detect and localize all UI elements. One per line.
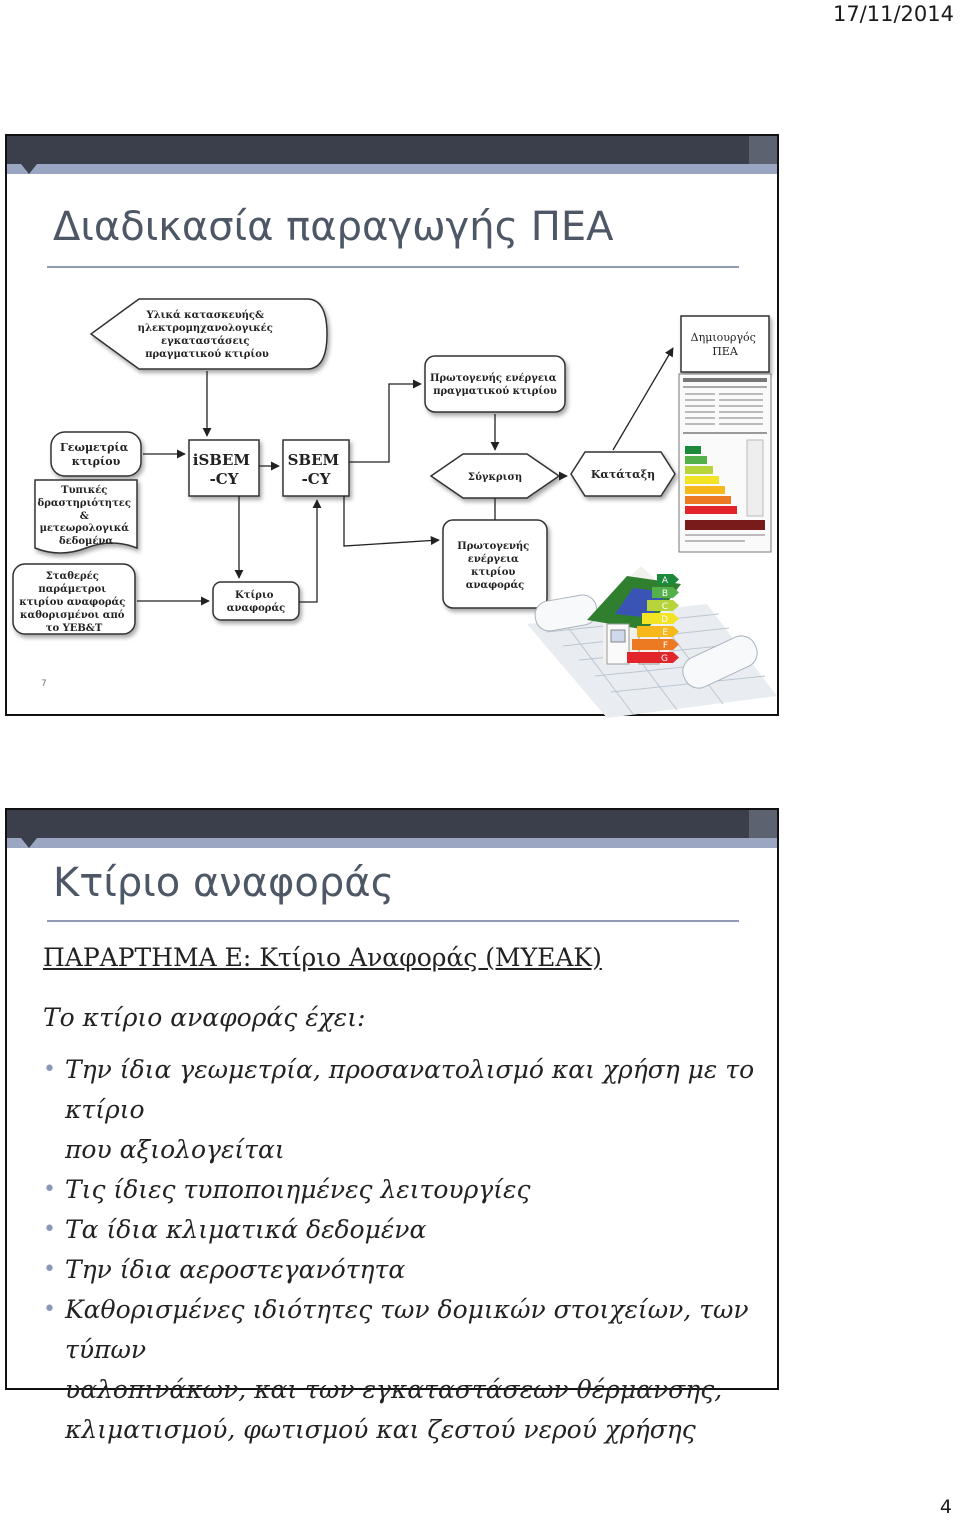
geometry-label-1: Γεωμετρία [59,441,129,454]
house-energy-illustration [527,566,777,718]
bullet-item [43,1050,763,1170]
activities-label-4: μετεωρολογικά [39,523,129,534]
materials-label-1: Υλικά κατασκευής& [146,310,265,321]
create-epc-label-1: Δημιουργός [690,331,756,344]
primary-ref-label-3: κτιρίου [471,567,516,578]
fixed-label-5: το ΥΕΒ&Τ [45,623,103,634]
fixed-label-2: παράμετροι [38,584,107,595]
energy-class-letter: C [661,602,668,612]
comparison-label: Σύγκριση [467,472,523,483]
energy-class-bar [627,652,679,663]
page-date: 17/11/2014 [832,2,954,26]
slide-reference-building [5,808,779,1444]
sub-bar-notch [21,838,37,848]
title-rule [47,920,739,922]
materials-label-3: εγκαταστάσεις [161,336,250,347]
energy-class-bar [637,626,679,637]
isbem-label-2: -CY [209,470,239,488]
fixed-label-1: Σταθερές [45,571,99,582]
lead-text: Το κτίριο αναφοράς έχει: [43,1003,366,1032]
arrow-sbem-primaryref [344,496,439,546]
bullet-line: που αξιολογείται [65,1135,285,1164]
epc-certificate-image [679,374,771,552]
slide-title: Κτίριο αναφοράς [53,860,395,906]
sbem-label-1: SBEM [287,451,340,469]
primary-ref-label-4: αναφοράς [465,580,525,591]
bullet-line: Τις ίδιες τυποποιημένες λειτουργίες [65,1175,531,1204]
bullet-list [43,1050,763,1450]
energy-class-letter: A [661,576,668,586]
bullet-dot-icon: • [43,1217,56,1242]
activities-label-1: Τυπικές [61,485,108,496]
materials-label-4: πραγματικού κτιρίου [145,349,269,360]
title-rule [47,266,739,268]
fixed-label-3: κτιρίου αναφοράς [19,597,126,608]
bullet-dot-icon: • [43,1297,56,1322]
create-epc-node [681,316,769,372]
primary-energy-actual-node [425,356,565,412]
reference-building-node [213,582,299,620]
primary-ref-label-2: ενέργεια [467,554,519,565]
bullet-dot-icon: • [43,1257,56,1282]
energy-class-letter: G [661,654,668,664]
slide-title: Διαδικασία παραγωγής ΠΕΑ [53,204,614,250]
bullet-line: Την ίδια γεωμετρία, προσανατολισμό και χρήση με το κτίριο [65,1055,755,1124]
arrow-reference-sbem [299,500,317,602]
slide-sub-bar [7,838,777,848]
isbem-label-1: iSBEM [192,451,251,469]
slide-process-diagram [5,134,779,716]
energy-class-bar [632,639,679,650]
sbem-label-2: -CY [301,470,331,488]
energy-class-letter: E [662,628,668,638]
bullet-dot-icon: • [43,1057,56,1082]
bullet-line: Καθορισμένες ιδιότητες των δομικών στοιχείων, των τύπων [65,1295,749,1364]
annex-heading: ΠΑΡΑΡΤΗΜΑ Ε: Κτίριο Αναφοράς (ΜΥΕΑΚ) [43,943,602,972]
bullet-line: Την ίδια αεροστεγανότητα [65,1255,406,1284]
energy-class-letter: B [661,589,668,599]
bullet-item [43,1290,763,1450]
top-bar-accent [749,810,777,838]
bullet-dot-icon: • [43,1177,56,1202]
fixed-label-4: καθορισμένοι από [20,610,125,621]
primary-ref-label-1: Πρωτογενής [457,541,530,552]
page-number: 4 [939,1496,952,1518]
arrow-ranking-epc [613,348,673,450]
geometry-label-2: κτιρίου [71,455,121,468]
geometry-node [51,432,141,476]
energy-class-letter: D [661,615,668,625]
slide-top-bar [7,810,777,838]
slide-body [43,938,763,1450]
activities-label-3: & [79,511,89,522]
bullet-item [43,1250,763,1290]
reference-building-label-2: αναφοράς [226,603,286,614]
primary-actual-label-2: πραγματικού κτιρίου [433,386,557,397]
reference-building-label-1: Κτίριο [235,590,274,601]
slide-number: 7 [41,679,47,689]
bullet-line: υαλοπινάκων, και των εγκαταστάσεων θέρμανσης, [65,1375,723,1404]
activities-label-5: δεδομένα [58,536,114,547]
create-epc-label-2: ΠΕΑ [712,345,738,358]
arrow-sbem-actual [349,384,421,462]
bullet-line: κλιματισμού, φωτισμού και ζεστού νερού χρήσης [65,1415,696,1444]
bullet-item [43,1210,763,1250]
bullet-line: Τα ίδια κλιματικά δεδομένα [65,1215,427,1244]
ranking-label: Κατάταξη [590,468,656,481]
bullet-item [43,1170,763,1210]
activities-label-2: δραστηριότητες [37,498,131,509]
energy-class-letter: F [662,641,668,651]
materials-label-2: ηλεκτρομηχανολογικές [137,323,273,334]
primary-actual-label-1: Πρωτογενής ενέργεια [430,373,557,384]
